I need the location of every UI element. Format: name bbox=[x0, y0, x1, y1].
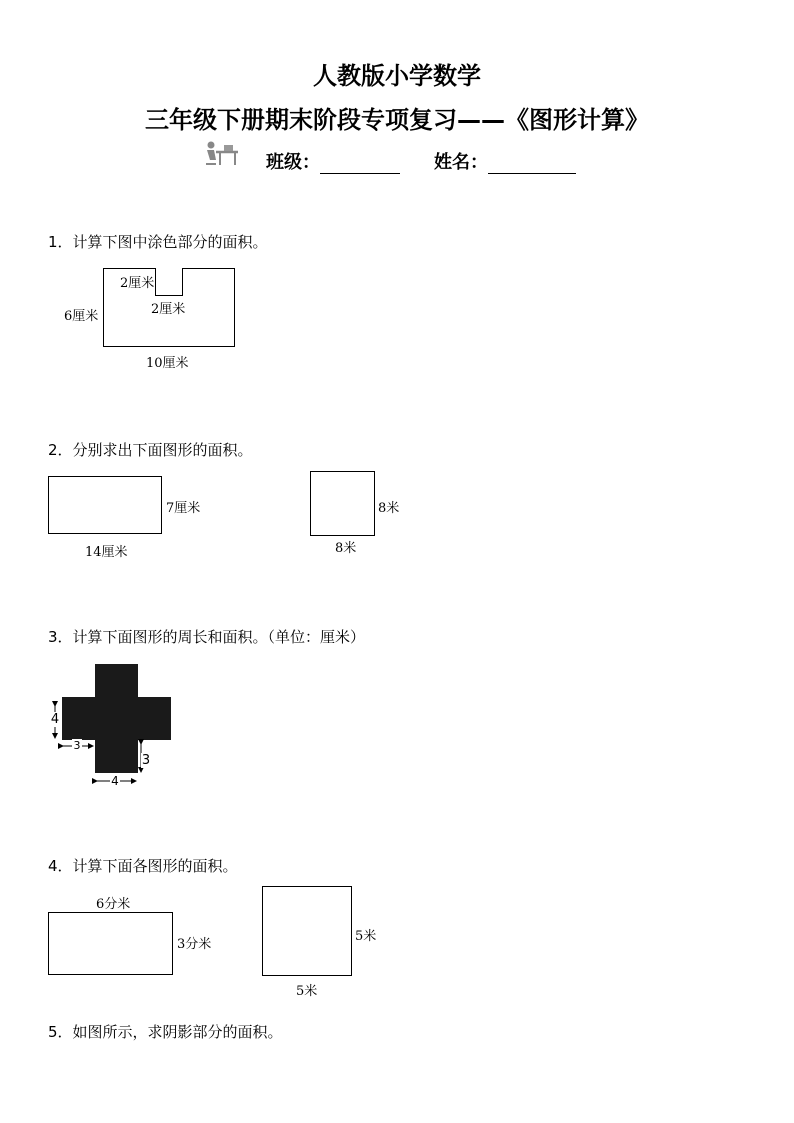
page-subtitle: 三年级下册期末阶段专项复习——《图形计算》 bbox=[145, 106, 649, 134]
question-1-text: 1．计算下图中涂色部分的面积。 bbox=[48, 233, 268, 251]
q3-left-height-label: 4 bbox=[50, 712, 60, 727]
q2-rect-height-label: 7厘米 bbox=[166, 501, 201, 516]
name-label: 姓名： bbox=[434, 152, 488, 173]
q4-square-bottom-label: 5米 bbox=[296, 984, 318, 999]
question-4-text: 4．计算下面各图形的面积。 bbox=[48, 857, 238, 875]
question-5-text: 5．如图所示，求阴影部分的面积。 bbox=[48, 1023, 283, 1041]
q2-rect-width-label: 14厘米 bbox=[85, 545, 128, 560]
q3-left-width-label: 3 bbox=[73, 739, 81, 752]
q3-cross-figure bbox=[46, 660, 176, 790]
q2-square-bottom-label: 8米 bbox=[335, 541, 357, 556]
q3-cross-shape bbox=[62, 664, 171, 773]
name-field[interactable] bbox=[434, 148, 576, 174]
student-desk-icon bbox=[204, 140, 242, 168]
class-field[interactable] bbox=[266, 148, 400, 174]
q1-width-label: 10厘米 bbox=[146, 356, 189, 371]
page-title: 人教版小学数学 bbox=[313, 62, 481, 90]
q3-right-height-label: 3 bbox=[141, 753, 151, 768]
q4-rect-right-label: 3分米 bbox=[177, 937, 212, 952]
class-label: 班级： bbox=[266, 152, 320, 173]
q4-rectangle bbox=[48, 912, 173, 975]
q4-square-right-label: 5米 bbox=[355, 929, 377, 944]
q4-square bbox=[262, 886, 352, 976]
question-2-text: 2．分别求出下面图形的面积。 bbox=[48, 441, 253, 459]
q2-square bbox=[310, 471, 375, 536]
q2-square-right-label: 8米 bbox=[378, 501, 400, 516]
q4-rect-top-label: 6分米 bbox=[96, 897, 131, 912]
question-3-text: 3．计算下面图形的周长和面积。（单位：厘米） bbox=[48, 628, 366, 646]
class-blank[interactable] bbox=[320, 155, 400, 174]
name-blank[interactable] bbox=[488, 155, 576, 174]
q1-height-label: 6厘米 bbox=[64, 309, 99, 324]
q1-notch-height-label: 2厘米 bbox=[151, 302, 186, 317]
q1-notch-width-label: 2厘米 bbox=[120, 276, 155, 291]
q2-rectangle bbox=[48, 476, 162, 534]
q3-bottom-width-label: 4 bbox=[111, 774, 119, 788]
